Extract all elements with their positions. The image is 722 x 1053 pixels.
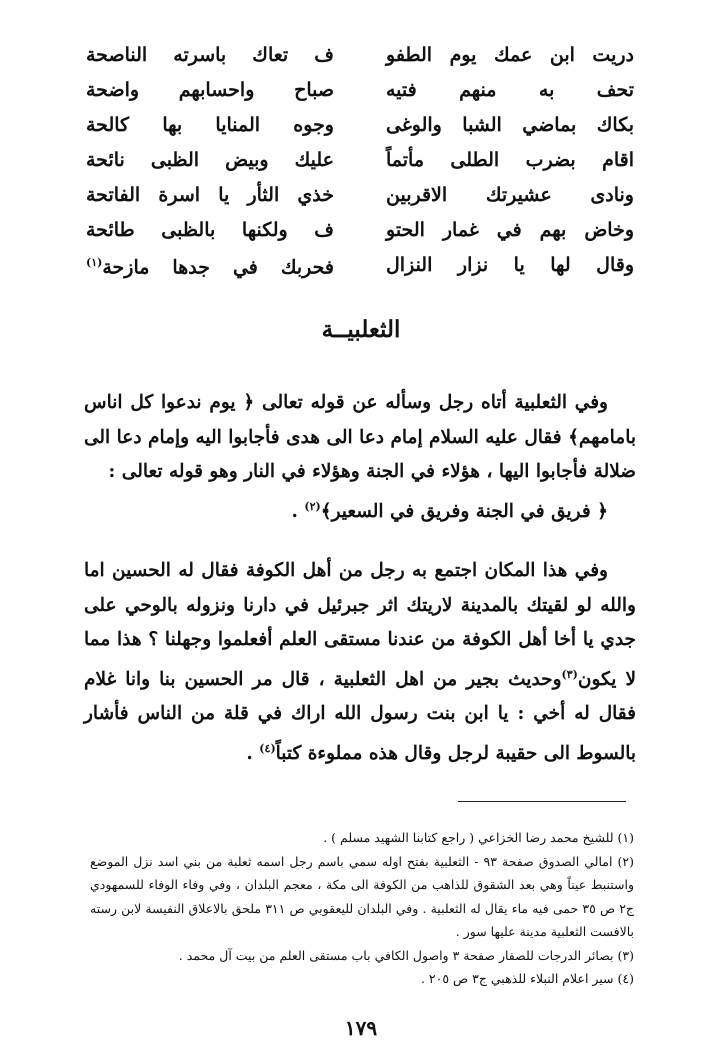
paragraph-2-text-a: وفي هذا المكان اجتمع به رجل من أهل الكوفة فقال له الحسين اما والله لو لقيتك بالمدينة لاريتك اثر جبرئيل في دارنا ونزوله بالوحي على جدي يا أخا أهل الكوفة من عندنا مستقى العلم أفعلموا وجهلنا ؟ هذا مما لا يكون: [84, 560, 637, 690]
poem-hemistich-right: بكاك بماضي الشبا والوغى: [386, 114, 634, 136]
poem-verse: [86, 248, 634, 283]
page-number: ١٧٩: [344, 1016, 378, 1040]
paragraph-2-body: [84, 554, 636, 771]
poem-verse: [86, 73, 634, 108]
poem-hemistich-right: دريت ابن عمك يوم الطفو: [386, 44, 634, 66]
poem-hemistich-left: عليك وبيض الظبى نائحة: [86, 149, 334, 171]
poem-hemistich-left: وجوه المنايا بها كالحة: [86, 114, 334, 136]
poem-verse: [86, 108, 634, 143]
quote-text: ﴿ فريق في الجنة وفريق في السعير﴾: [320, 500, 608, 522]
poem-verse: [86, 213, 634, 248]
paragraph-2-end: .: [246, 742, 260, 764]
footnote-ref-3: (٣): [561, 667, 578, 681]
footnote-1: (١) للشيخ محمد رضا الخزاعي ( راجع كتابنا الشهيد مسلم ) .: [323, 830, 634, 845]
footnote-4: (٤) سير اعلام النبلاء للذهبي ج٣ ص ٢٠٥ .: [420, 971, 634, 986]
paragraph-2: [84, 554, 636, 771]
footnote-3: (٣) بصائر الدرجات للصفار صفحة ٣ واصول الكافي باب مستقى العلم من بيت آل محمد .: [178, 947, 634, 963]
poem-hemistich-right: اقام بضرب الطلى مأتماً: [386, 149, 634, 171]
paragraph-2-text-b: وحديث بجير من اهل الثعلبية ، قال مر الحسين بنا وانا غلام فقال له أخي : يا ابن بنت رسول الله اراك في قلة من الناس فأشار بالسوط الى حقيبة لرجل وقال هذه مملوءة كتباً: [84, 668, 636, 764]
footnote-ref-1: (١): [86, 256, 103, 270]
footnote-2: (٢) امالي الصدوق صفحة ٩٣ - الثعلبية بفتح اوله سمي باسم رجل اسمه ثعلبة من بني اسد نزل الموضع واستنبط عيناً وهي بعد الشقوق للذاهب من الكوفة الى مكة ، معجم البلدان ، وفي وفاء الوفاء للسمهودي ج٢ ص ٣٥ حمى فيه ماء يقال له الثعلبية . وفي البلدان لليعقوبي ص ٣١١ ملحق بالاعلاق النفيسة لابن رسته بالافست الثعلبية مدينة عليها سور .: [90, 853, 634, 939]
poem-hemistich-right: تحف به منهم فتيه: [386, 79, 634, 101]
poem-hemistich-right: وقال لها يا نزار النزال: [386, 254, 634, 276]
poem-verse: [86, 143, 634, 178]
poem-hemistich-left: ف ولكنها بالظبى طائحة: [86, 219, 334, 241]
poem-hemistich-text: فحربك في جدها مازحة: [102, 256, 334, 279]
footnote-ref-2: (٢): [304, 499, 321, 513]
poem-hemistich-left: خذي الثأر يا اسرة الفاتحة: [86, 184, 334, 206]
poem-hemistich-left: صباح واحسابهم واضحة: [86, 79, 334, 101]
poem: [86, 38, 634, 283]
footnote-ref-4: (٤): [259, 741, 276, 755]
poem-hemistich-right: ونادى عشيرتك الاقربين: [386, 184, 634, 206]
paragraph-1-body: وفي الثعلبية أتاه رجل وسأله عن قوله تعالى ﴿ يوم ندعوا كل اناس بامامهم﴾ فقال عليه السلام إمام دعا الى هدى فأجابوا اليه وإمام دعا الى ضلالة فأجابوا اليها ، هؤلاء في الجنة وهؤلاء في النار وهو قوله تعالى :: [84, 392, 636, 482]
paragraph-1: [84, 386, 636, 529]
quran-quote: [84, 490, 636, 530]
quote-end: .: [291, 500, 305, 522]
poem-verse: [86, 38, 634, 73]
poem-verse: [86, 178, 634, 213]
footnotes: [90, 826, 634, 991]
poem-hemistich-right: وخاض بهم في غمار الحتو: [386, 219, 634, 241]
poem-hemistich-left: [86, 245, 334, 285]
poem-hemistich-left: ف تعاك باسرته الناصحة: [86, 44, 334, 66]
footnote-divider: [458, 801, 626, 802]
section-title: الثعلبيــة: [321, 316, 401, 343]
